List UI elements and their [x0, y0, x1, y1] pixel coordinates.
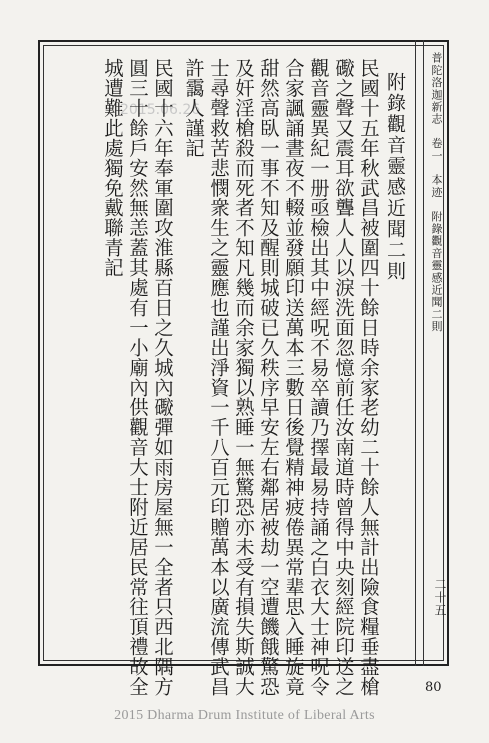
text-column: 礮之聲又震耳欲聾人人以淚洗面忽憶前任汝南道時曾得中央刻經院印送之 — [332, 58, 355, 697]
text-column: 民國十六年奉軍圍攻淮縣百日之久城內礮彈如雨房屋無一全者只西北隅方 — [151, 58, 174, 697]
article-title: 附錄觀音靈感近聞二則 — [384, 72, 406, 282]
text-column: 民國十五年秋武昌被圍四十餘日時余家老幼二十餘人無計出險食糧垂盡槍 — [357, 58, 380, 697]
signature-line: 許靄人謹記 — [182, 58, 205, 158]
leaf-number: 二十五 — [433, 578, 447, 617]
text-column: 合家諷誦晝夜不輟並發願印送萬本三數日後覺精神疲倦異常辈思入睡旋竟 — [282, 58, 305, 697]
page-number: 80 — [425, 680, 442, 695]
text-column: 甜然高臥一事不知及醒則城破已久秩序早安左右鄰居被劫一空遭饑餓驚恐 — [257, 58, 280, 697]
text-column: 城遭難此處獨免戴聯青記 — [101, 58, 124, 278]
text-column: 士尋聲救苦悲憫衆生之靈應也謹出淨資一千八百元印贈萬本以廣流傳武昌 — [207, 58, 230, 697]
scan-date-watermark: 2015.06.26 — [120, 102, 201, 118]
margin-divider — [423, 40, 424, 666]
margin-divider-inner — [415, 40, 416, 666]
footer-copyright: 2015 Dharma Drum Institute of Liberal Arts — [114, 708, 375, 723]
text-column: 圓三十餘戶安然無恙蓋其處有一小廟內供觀音大士附近居民常往頂禮故全 — [126, 58, 149, 697]
running-head: 普陀洛迦新志 卷一 本迹 附錄觀音靈感近聞二則 — [430, 52, 443, 333]
text-column: 及奸淫槍殺而死者不知凡幾而余家獨以熟睡一無驚恐亦未受有損失斯誠大 — [232, 58, 255, 697]
text-column: 觀音靈異紀一册亟檢出其中經呪不易卒讀乃擇最易持誦之白衣大士神呪令 — [307, 58, 330, 697]
